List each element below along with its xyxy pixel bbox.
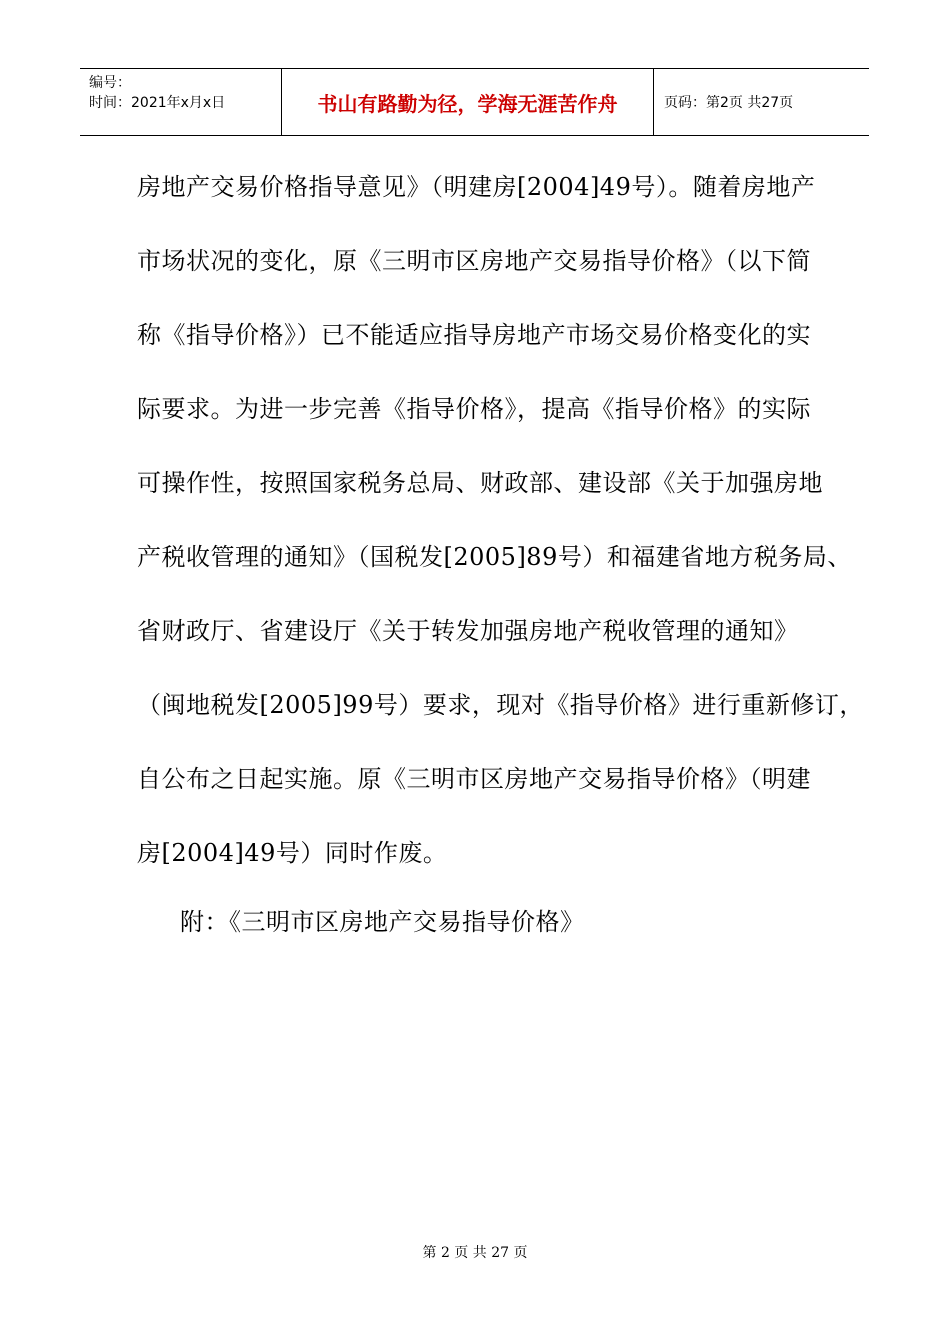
header-page-info: 页码：第2页 共27页	[664, 95, 794, 111]
body-line: 产税收管理的通知》（国税发[2005]89号）和福建省地方税务局、	[137, 543, 852, 571]
body-line: 省财政厅、省建设厅《关于转发加强房地产税收管理的通知》	[137, 617, 799, 645]
document-body	[137, 150, 864, 890]
page-footer: 第 2 页 共 27 页	[422, 1245, 528, 1261]
date-label: 时间：2021年x月x日	[89, 95, 226, 111]
document-header	[80, 68, 869, 136]
body-line: 称《指导价格》）已不能适应指导房地产市场交易价格变化的实	[137, 321, 811, 349]
body-line: （闽地税发[2005]99号）要求，现对《指导价格》进行重新修订，	[137, 691, 864, 719]
body-line: 市场状况的变化，原《三明市区房地产交易指导价格》（以下简	[137, 247, 811, 275]
body-line: 房地产交易价格指导意见》（明建房[2004]49号）。随着房地产	[137, 173, 816, 201]
header-meta-cell	[80, 69, 282, 135]
body-line: 房[2004]49号）同时作废。	[137, 839, 448, 867]
body-line: 际要求。为进一步完善《指导价格》，提高《指导价格》的实际	[137, 395, 811, 423]
header-motto: 书山有路勤为径，学海无涯苦作舟	[282, 69, 654, 135]
body-line: 可操作性，按照国家税务总局、财政部、建设部《关于加强房地	[137, 469, 823, 497]
attachment-line: 附：《三明市区房地产交易指导价格》	[180, 908, 585, 936]
body-line: 自公布之日起实施。原《三明市区房地产交易指导价格》（明建	[137, 765, 811, 793]
serial-label: 编号：	[89, 75, 131, 91]
